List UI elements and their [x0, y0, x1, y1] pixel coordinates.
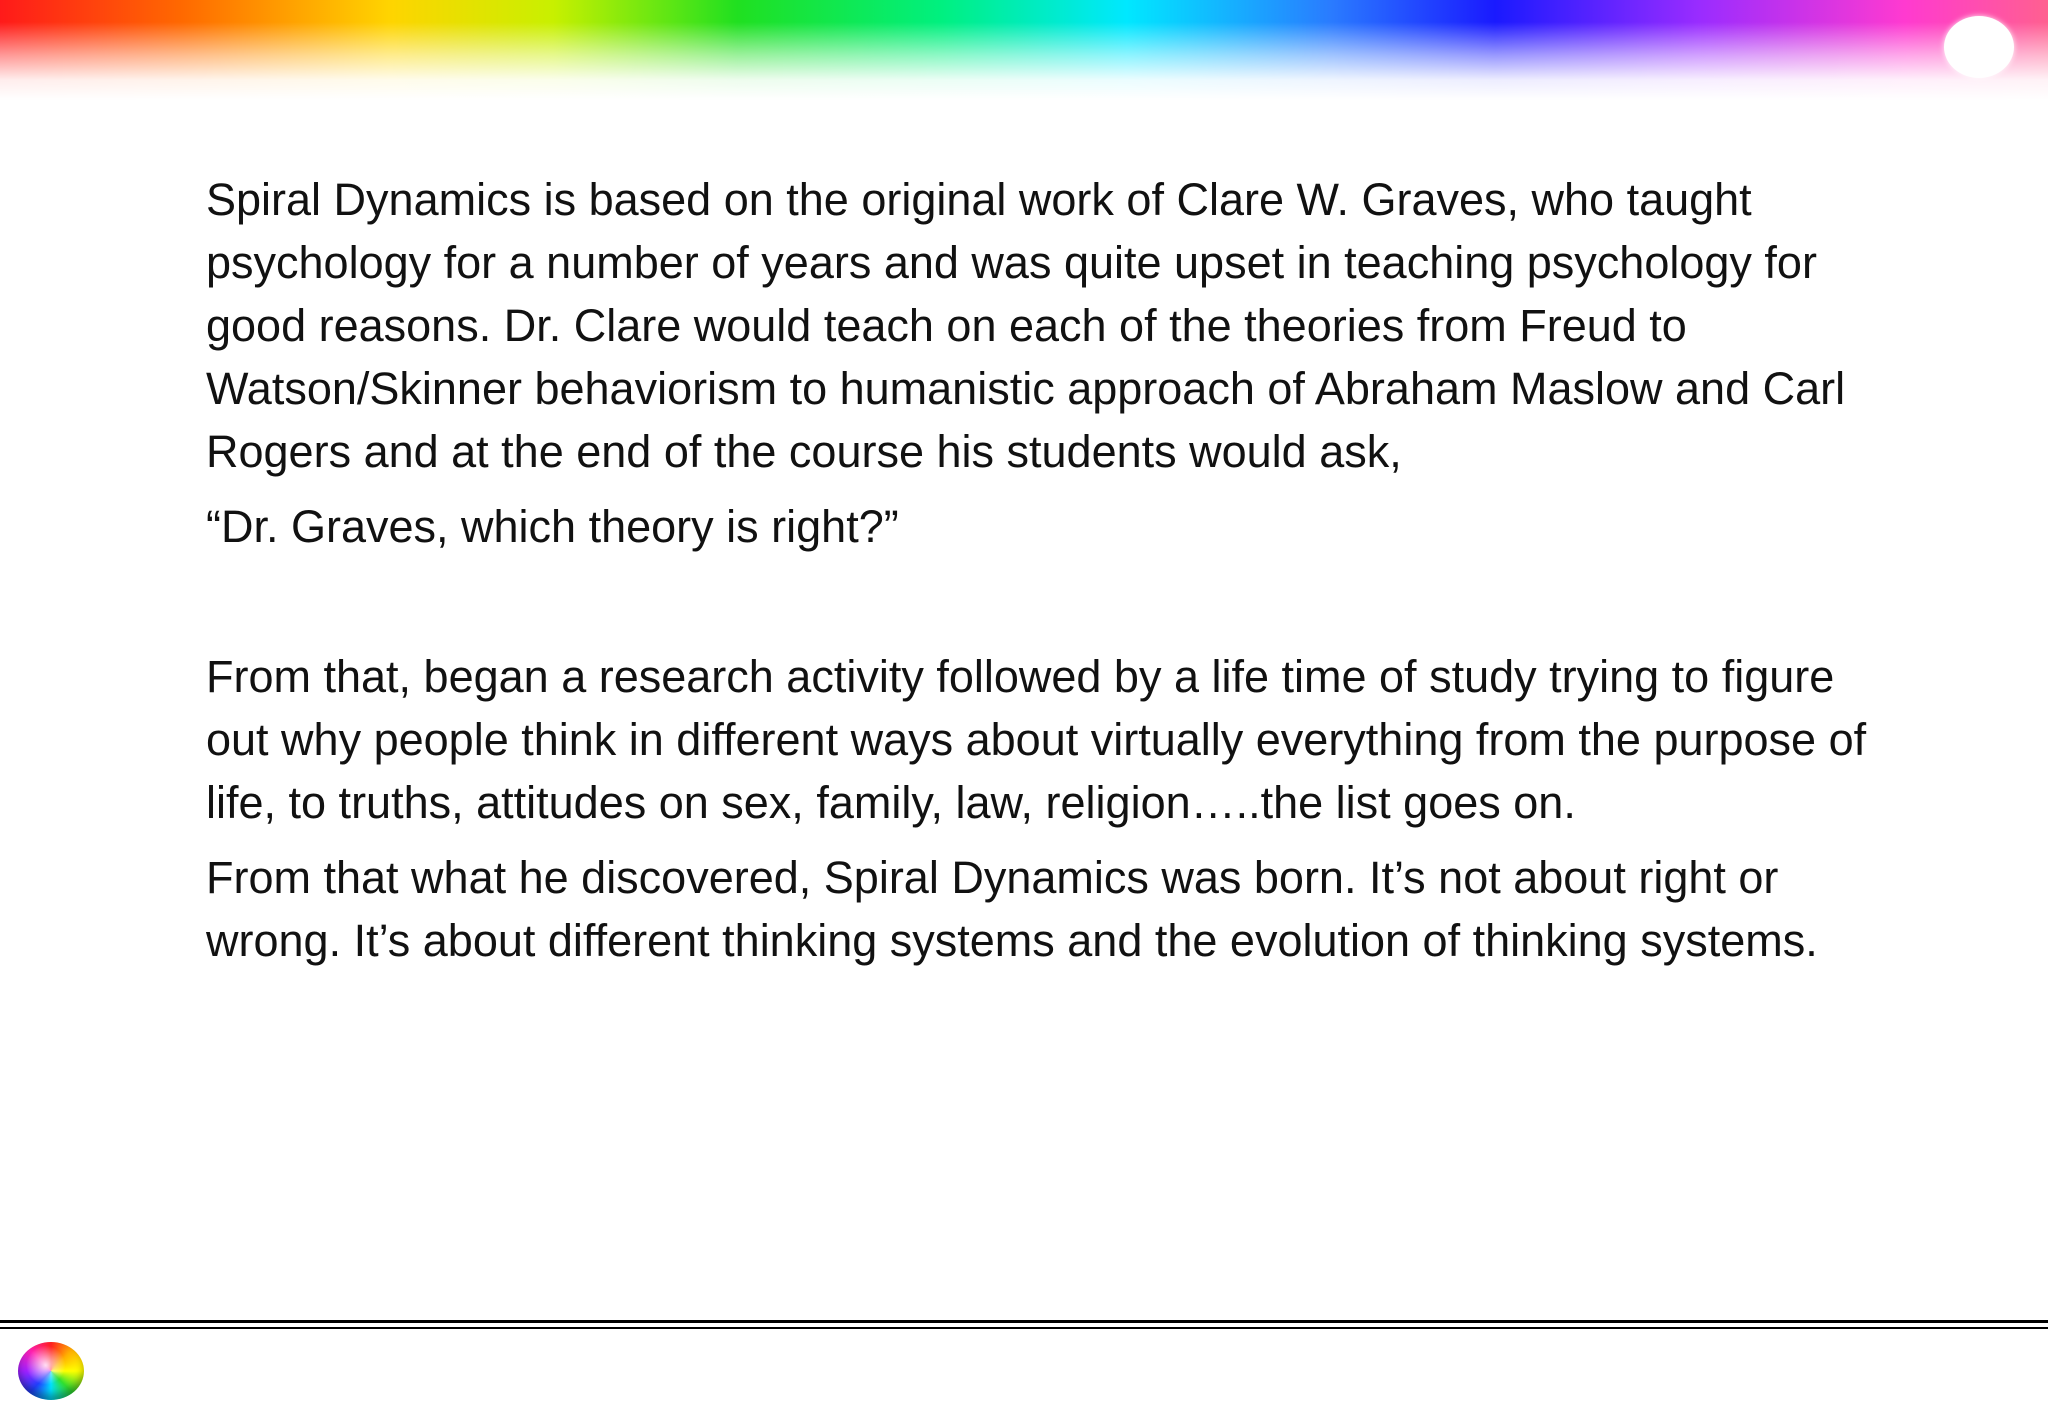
slide-body [206, 168, 1906, 972]
paragraph-spiral-dynamics-born: From that what he discovered, Spiral Dynamics was born. It’s not about right or wrong. It’s about different thinking systems and the evolution of thinking systems. [206, 852, 1818, 966]
corner-dot-icon [1944, 16, 2014, 78]
footer-divider-thick [0, 1320, 2048, 1323]
paragraph-students-question: “Dr. Graves, which theory is right?” [206, 501, 899, 552]
spiral-color-wheel-icon [18, 1342, 84, 1400]
footer-divider-thin [0, 1327, 2048, 1329]
paragraph-research-activity: From that, began a research activity followed by a life time of study trying to figure out why people think in different ways about virtually everything from the purpose of life, to truths, attitudes on sex, family, law, religion…..the list goes on. [206, 651, 1867, 828]
rainbow-header-fade [0, 0, 2048, 100]
paragraph-graves-intro: Spiral Dynamics is based on the original work of Clare W. Graves, who taught psychology for a number of years and was quite upset in teaching psychology for good reasons. Dr. Clare would teach on each of the theories from Freud to Watson/Skinner behaviorism to humanistic approach of Abraham Maslow and Carl Rogers and at the end of the course his students would ask, [206, 174, 1846, 477]
